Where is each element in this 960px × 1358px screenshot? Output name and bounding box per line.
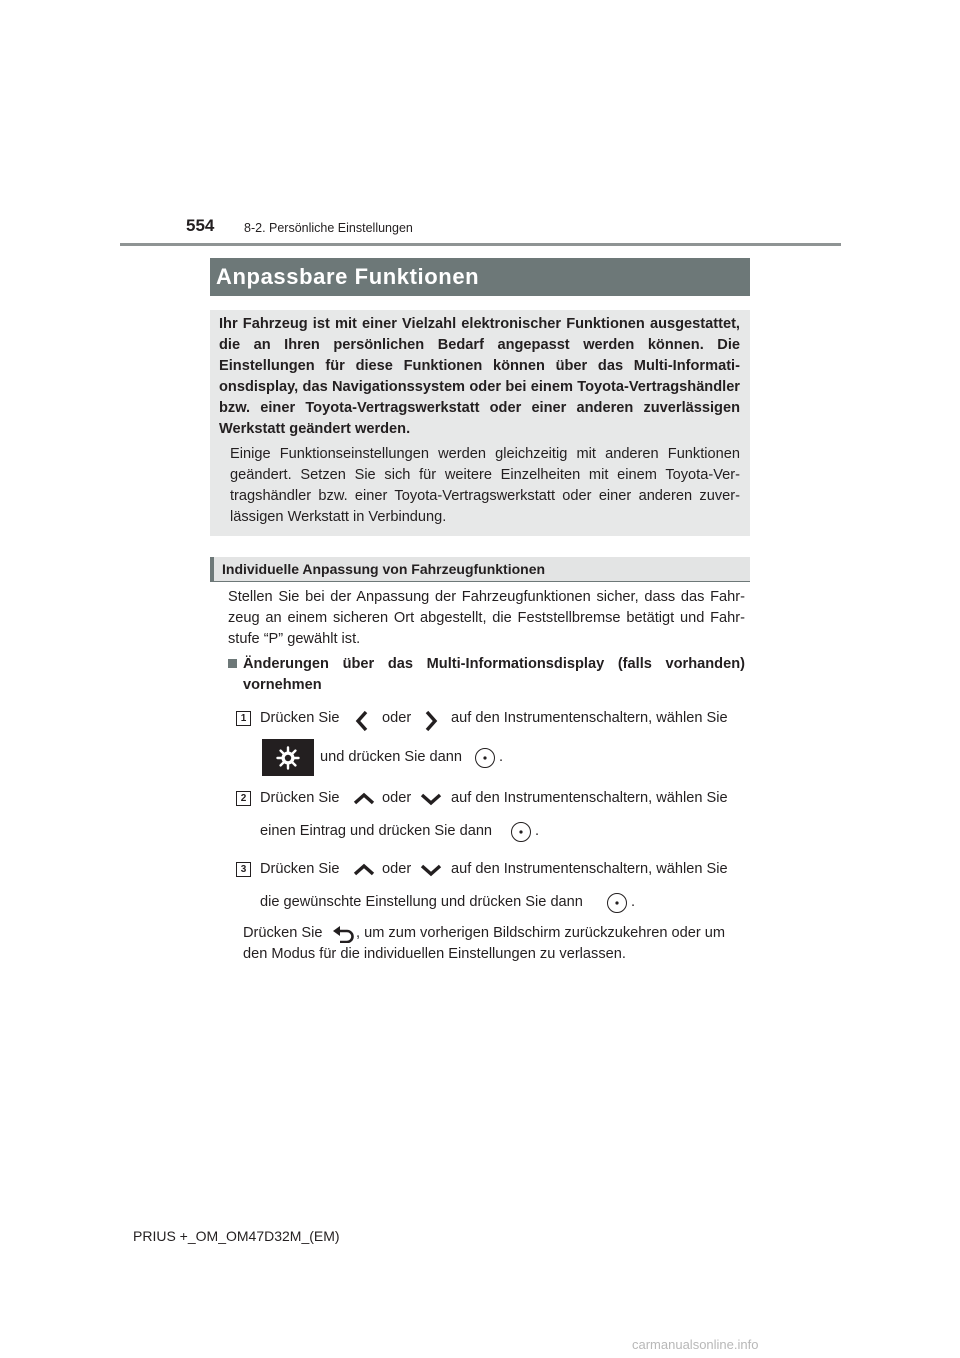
intro-bold-text: Ihr Fahrzeug ist mit einer Vielzahl elektronischer Funktionen ausgestattet, die an Ihren persönlichen Bedarf angepasst werden können. Die Einstellungen für diese Funktionen können über das Multi-Informationsdisplay, das Navigationssystem oder bei einem Toyota-Vertragshändler bzw. einer Toyota-Vertragswerkstatt oder einer anderen zuverlässigen Werkstatt geändert werden. — [219, 316, 740, 437]
step-3-rest-text: auf den Instrumentenschaltern, wählen Sie — [451, 861, 728, 877]
step-number-1: 1 — [236, 711, 251, 726]
enter-button-icon — [606, 892, 628, 914]
watermark: carmanualsonline.info — [632, 1337, 759, 1352]
footer-model-code: PRIUS +_OM_OM47D32M_(EM) — [133, 1228, 340, 1244]
back-arrow-icon — [332, 925, 356, 943]
step-2-press-text: Drücken Sie — [260, 790, 340, 806]
step-number-2: 2 — [236, 791, 251, 806]
body-paragraph: Stellen Sie bei der Anpassung der Fahrzeugfunktionen sicher, dass das Fahrzeug an einem sicheren Ort abgestellt, die Feststellbremse betätigt und Fahrstufe “P” gewählt ist. — [228, 589, 745, 647]
back-note-start: Drücken Sie — [243, 925, 323, 941]
step-1-or-text: oder — [382, 710, 412, 726]
bullet-heading: Änderungen über das Multi-Informationsdisplay (falls vorhanden) vornehmen — [243, 656, 745, 693]
subheading: Individuelle Anpassung von Fahrzeugfunktionen — [222, 561, 546, 577]
chevron-up-icon — [353, 863, 375, 877]
chevron-up-icon — [353, 792, 375, 806]
step-1-end: . — [499, 749, 504, 765]
step-1-press-text: Drücken Sie — [260, 710, 340, 726]
bullet-marker — [228, 659, 237, 668]
enter-button-icon — [510, 821, 532, 843]
intro-note-text: Einige Funktionseinstellungen werden gleichzeitig mit anderen Funktionen geändert. Setzen Sie sich für weitere Einzelheiten mit einem Toyota-Vertragshändler bzw. einer Toyota-Vertragswerkstatt oder einer anderen zuverlässigen Werkstatt in Verbindung. — [230, 446, 740, 525]
step-2-or-text: oder — [382, 790, 412, 806]
step-2-line2: einen Eintrag und drücken Sie dann — [260, 823, 493, 839]
enter-button-icon — [474, 747, 496, 769]
step-2-rest-text: auf den Instrumentenschaltern, wählen Sie — [451, 790, 728, 806]
page-title: Anpassbare Funktionen — [216, 264, 480, 289]
step-3-press-text: Drücken Sie — [260, 861, 340, 877]
header-divider — [120, 243, 841, 246]
chevron-right-icon — [424, 710, 438, 732]
back-note-rest: , um zum vorherigen Bildschirm zurückzukehren oder um — [356, 925, 726, 941]
step-3-line2: die gewünschte Einstellung und drücken Sie dann — [260, 894, 583, 910]
step-1-rest-text: auf den Instrumentenschaltern, wählen Sie — [451, 710, 728, 726]
step-3-end: . — [631, 894, 636, 910]
step-number-3: 3 — [236, 862, 251, 877]
chevron-down-icon — [420, 792, 442, 806]
step-1-line2: und drücken Sie dann — [320, 749, 462, 765]
step-2-end: . — [535, 823, 540, 839]
step-3-or-text: oder — [382, 861, 412, 877]
chevron-left-icon — [355, 710, 369, 732]
section-label: 8-2. Persönliche Einstellungen — [244, 221, 413, 235]
subheading-accent — [210, 557, 214, 582]
chevron-down-icon — [420, 863, 442, 877]
page-number: 554 — [186, 216, 215, 235]
gear-icon — [262, 739, 314, 776]
back-note-line2: den Modus für die individuellen Einstellungen zu verlassen. — [243, 946, 626, 962]
